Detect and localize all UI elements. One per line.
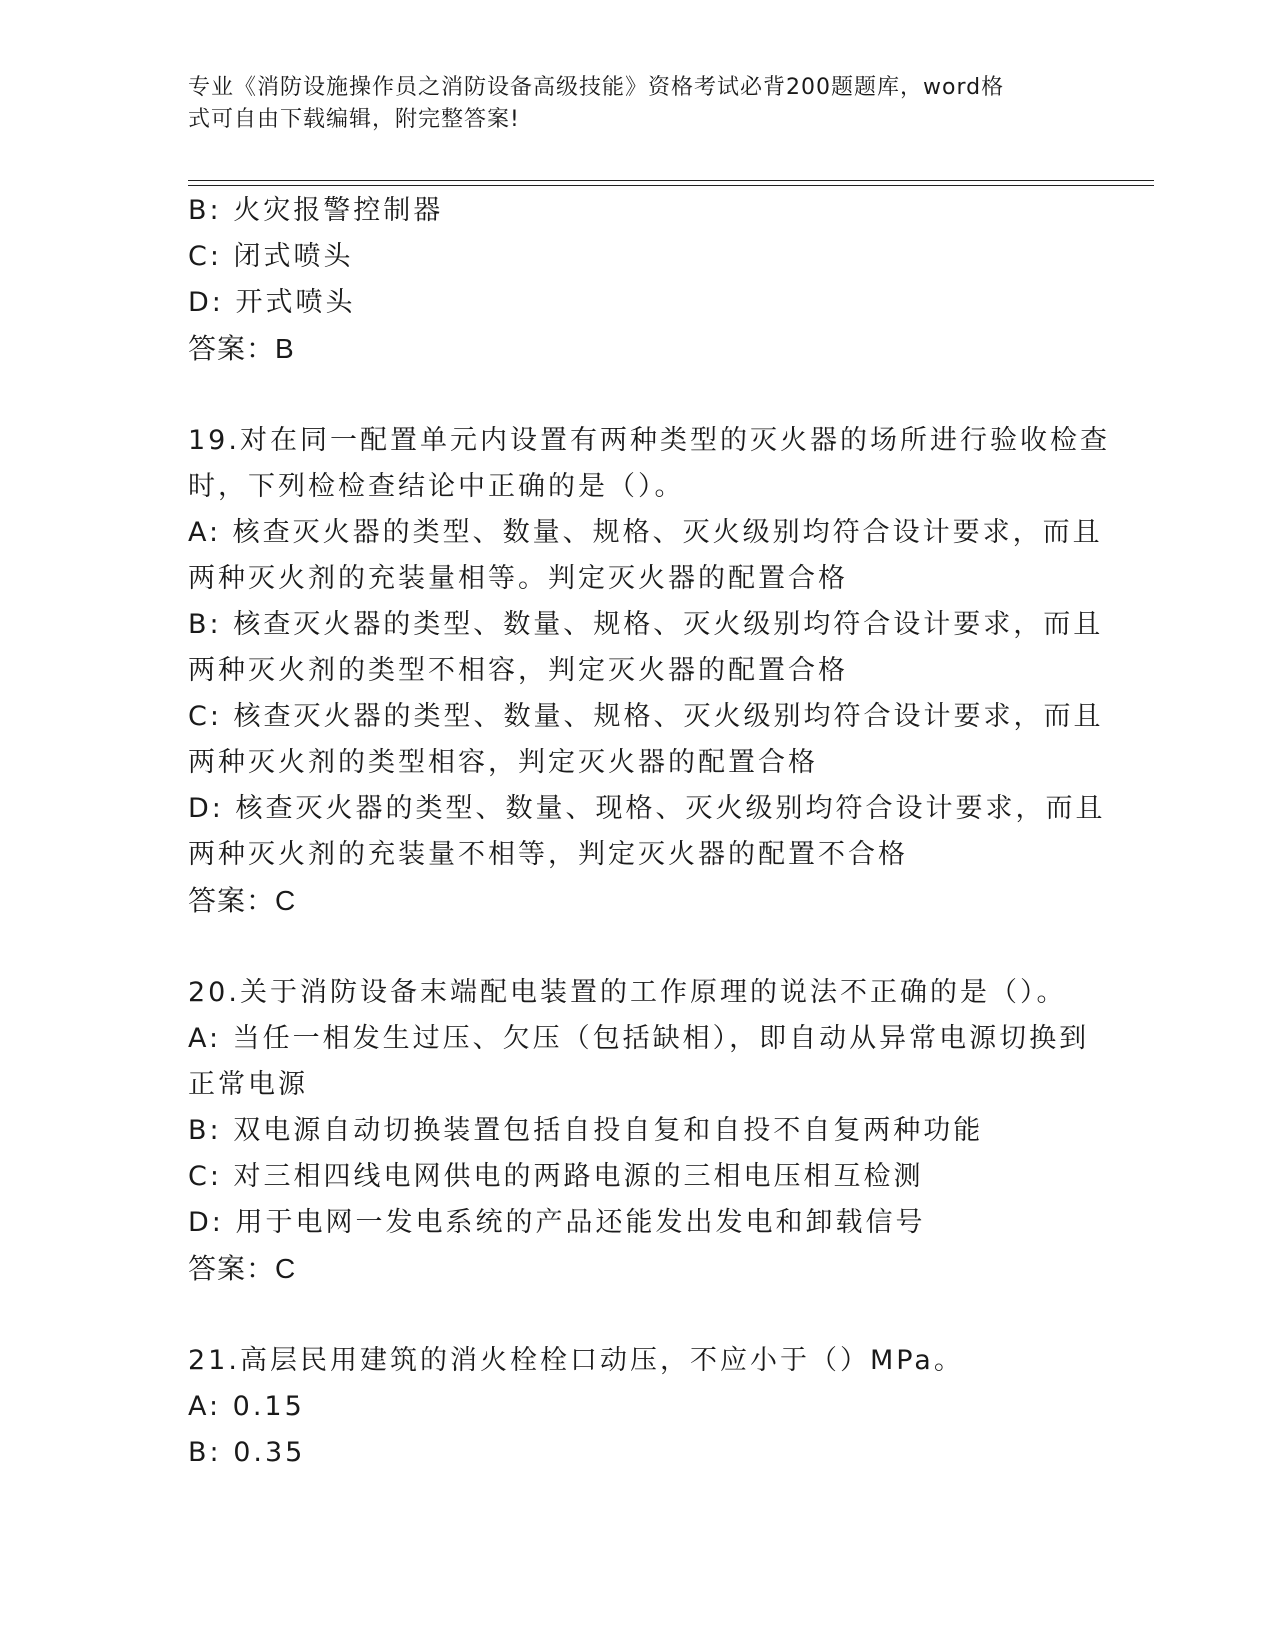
option-b: B: 0.35 bbox=[188, 1437, 306, 1468]
spacer bbox=[188, 372, 1088, 418]
option-b: B: 双电源自动切换装置包括自投自复和自投不自复两种功能 bbox=[188, 1115, 984, 1146]
question-stem: 19.对在同一配置单元内设置有两种类型的灭火器的场所进行验收检查 bbox=[188, 425, 1110, 456]
option-d: D: 开式喷头 bbox=[188, 287, 356, 318]
question-19 bbox=[188, 418, 1110, 924]
header-rule-top bbox=[188, 180, 1154, 181]
option-b: B: 火灾报警控制器 bbox=[188, 195, 444, 226]
question-stem-continued: 时，下列检检查结论中正确的是（）。 bbox=[188, 471, 685, 502]
header-rule-bottom bbox=[188, 185, 1154, 186]
option-a: A: 当任一相发生过压、欠压（包括缺相），即自动从异常电源切换到 bbox=[188, 1023, 1090, 1054]
question-21 bbox=[188, 1338, 1088, 1476]
document-body bbox=[188, 188, 1110, 1476]
option-d: D: 核查灭火器的类型、数量、现格、灭火级别均符合设计要求，而且 bbox=[188, 793, 1106, 824]
question-stem: 20.关于消防设备末端配电装置的工作原理的说法不正确的是（）。 bbox=[188, 977, 1067, 1008]
option-d-continued: 两种灭火剂的充装量不相等，判定灭火器的配置不合格 bbox=[188, 839, 908, 870]
option-b-continued: 两种灭火剂的类型不相容，判定灭火器的配置合格 bbox=[188, 655, 848, 686]
question-18-remainder bbox=[188, 188, 1088, 372]
header-title-line-2: 式可自由下载编辑，附完整答案! bbox=[188, 107, 520, 132]
answer-line: 答案：C bbox=[188, 885, 297, 916]
option-d: D: 用于电网一发电系统的产品还能发出发电和卸载信号 bbox=[188, 1207, 926, 1238]
answer-line: 答案：B bbox=[188, 333, 295, 364]
spacer bbox=[188, 1292, 1088, 1338]
document-header bbox=[188, 72, 1068, 136]
question-20 bbox=[188, 970, 1088, 1292]
spacer bbox=[188, 924, 1088, 970]
answer-line: 答案：C bbox=[188, 1253, 297, 1284]
option-c: C: 对三相四线电网供电的两路电源的三相电压相互检测 bbox=[188, 1161, 924, 1192]
option-a-continued: 两种灭火剂的充装量相等。判定灭火器的配置合格 bbox=[188, 563, 848, 594]
option-a: A: 核查灭火器的类型、数量、规格、灭火级别均符合设计要求，而且 bbox=[188, 517, 1103, 548]
option-c: C: 核查灭火器的类型、数量、规格、灭火级别均符合设计要求，而且 bbox=[188, 701, 1104, 732]
option-c: C: 闭式喷头 bbox=[188, 241, 354, 272]
option-a: A: 0.15 bbox=[188, 1391, 305, 1422]
option-a-continued: 正常电源 bbox=[188, 1069, 308, 1100]
question-stem: 21.高层民用建筑的消火栓栓口动压，不应小于（）MPa。 bbox=[188, 1345, 964, 1376]
header-title-line-1: 专业《消防设施操作员之消防设备高级技能》资格考试必背200题题库，word格 bbox=[188, 75, 1005, 100]
option-c-continued: 两种灭火剂的类型相容，判定灭火器的配置合格 bbox=[188, 747, 818, 778]
option-b: B: 核查灭火器的类型、数量、规格、灭火级别均符合设计要求，而且 bbox=[188, 609, 1104, 640]
